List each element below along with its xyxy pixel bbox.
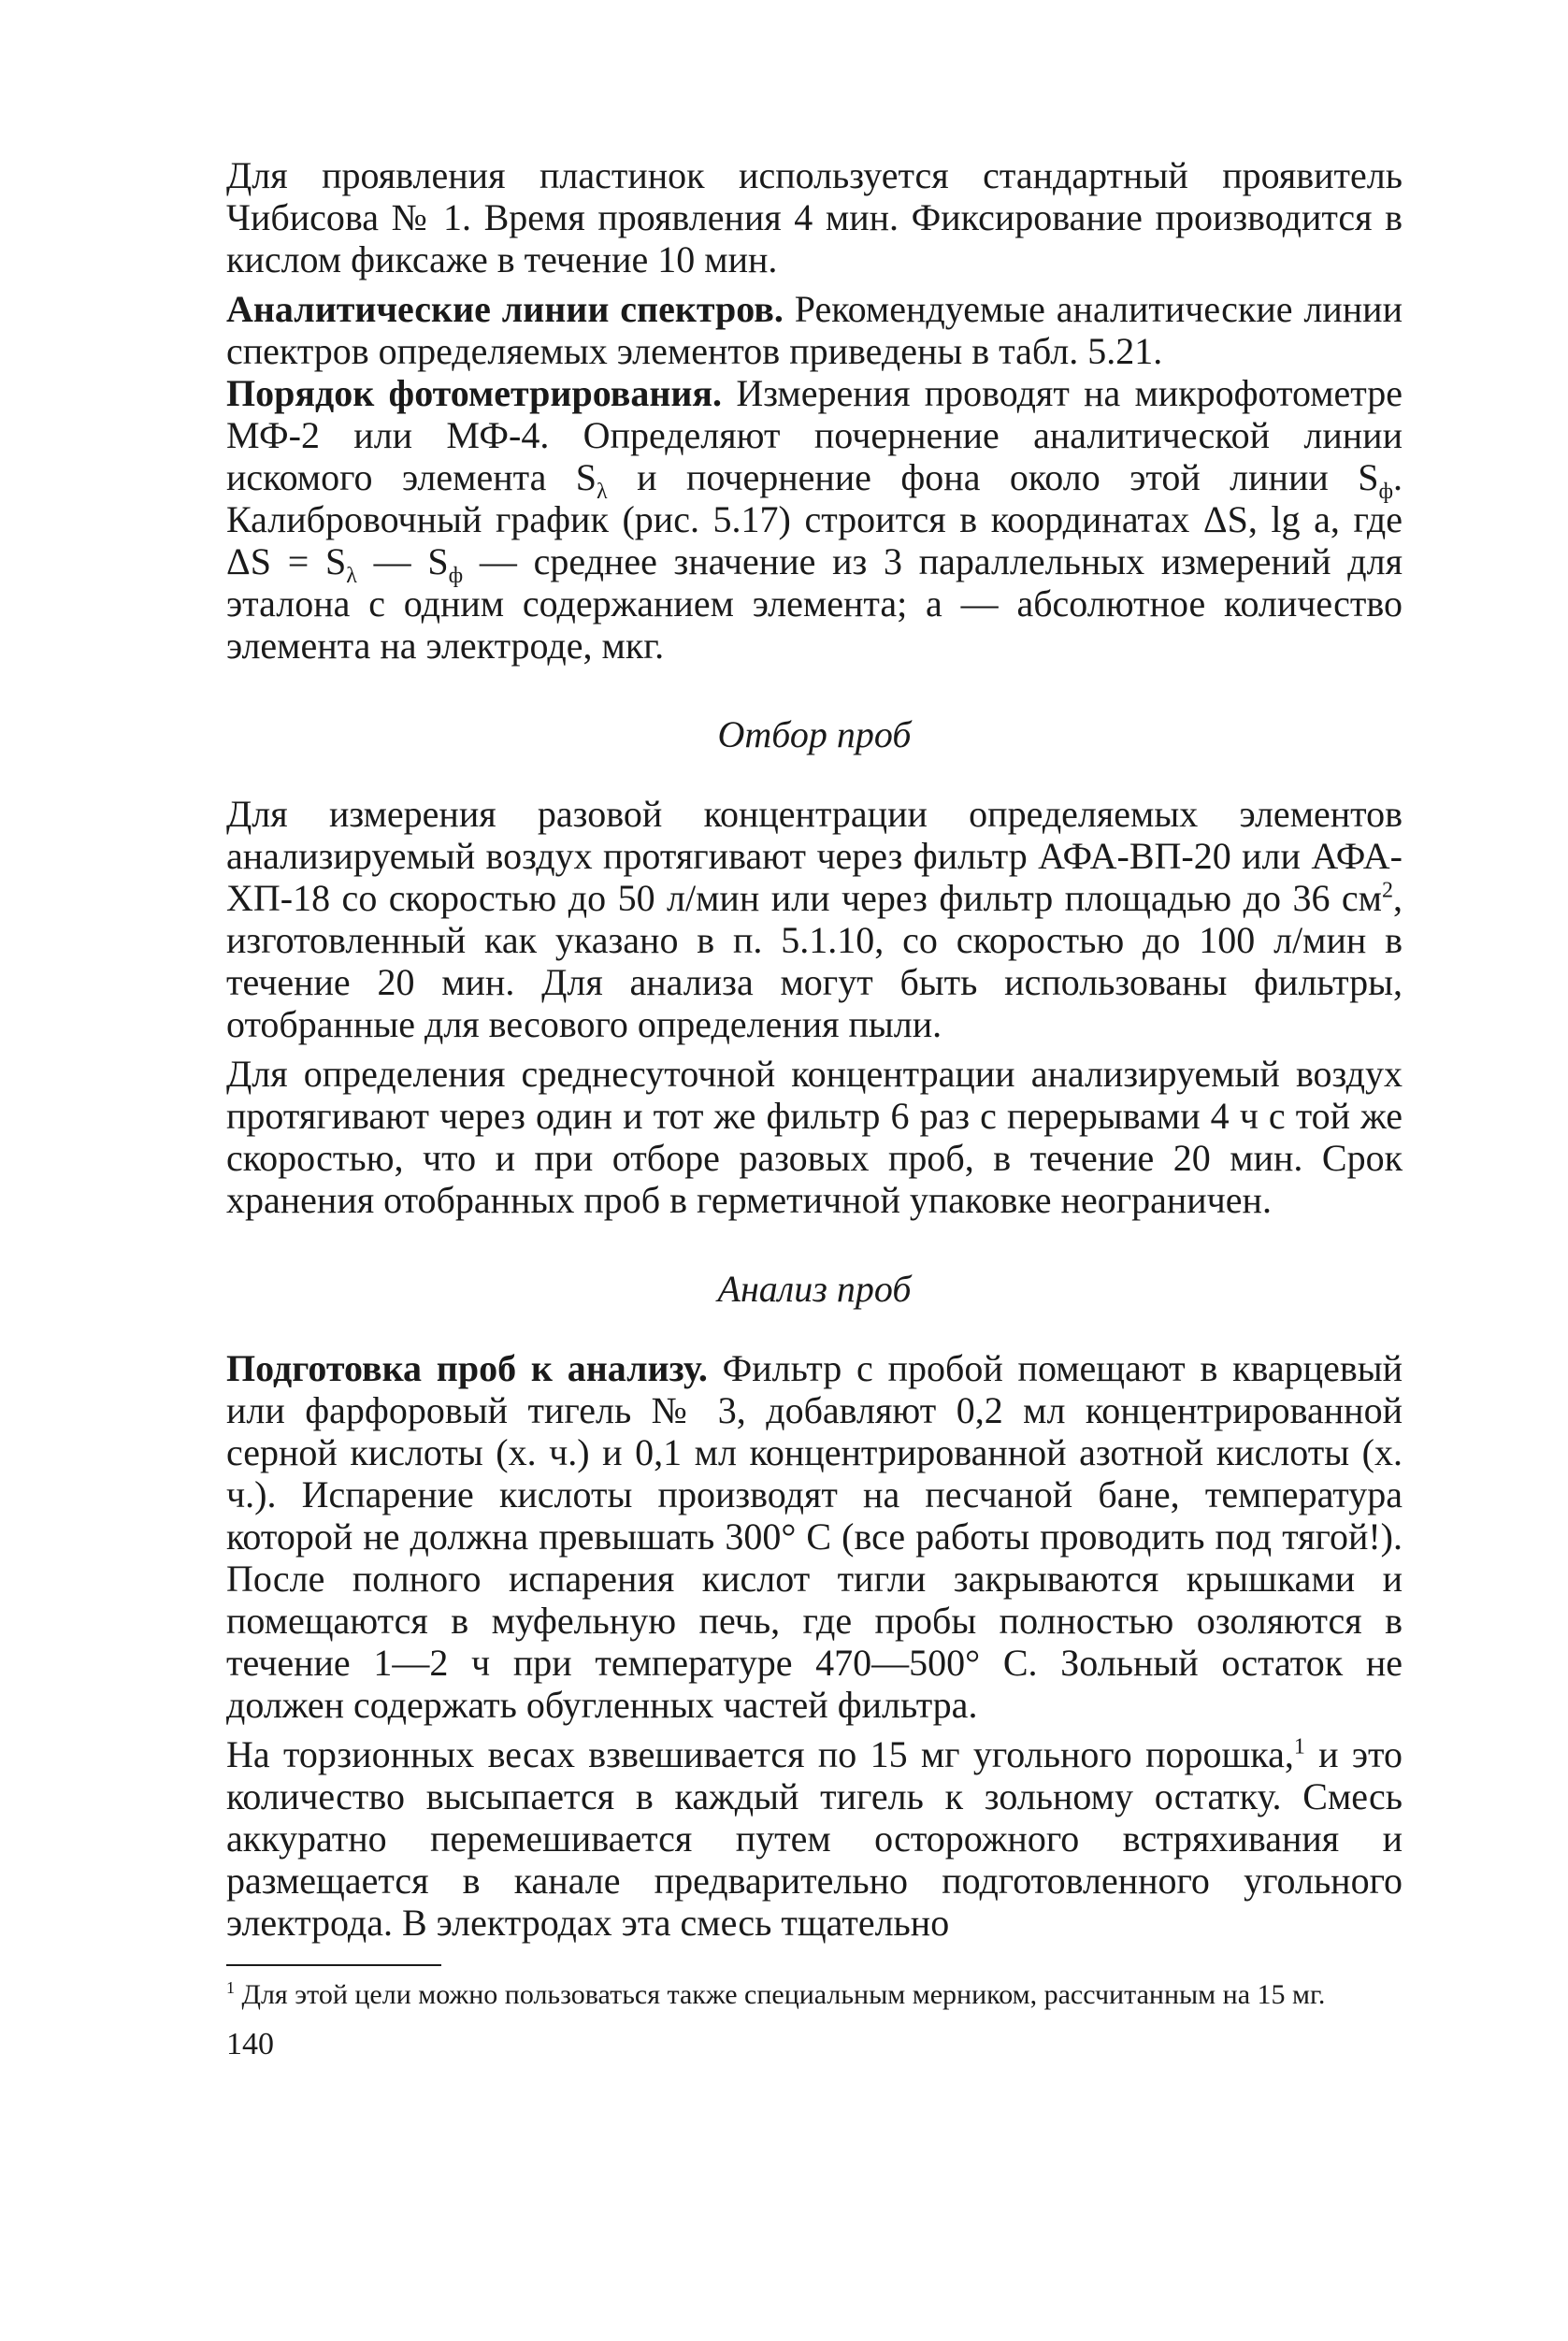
- paragraph-photometry: [226, 372, 1403, 667]
- paragraph-analytical-lines: [226, 288, 1403, 372]
- subscript: ф: [448, 564, 464, 588]
- paragraph-text: Фильтр с пробой помещают в кварцевый или фарфоровый тигель № 3, добавляют 0,2 мл концентрированной серной кислоты (х. ч.) и 0,1 мл концентрированной азотной кислоты (х. ч.). Испарение кислоты производят на песчаной бане, температура которой не должна превышать 300° С (все работы проводить под тягой!). После полного испарения кислот тигли закрываются крышками и помещаются в муфельную печь, где пробы полностью озоляются в течение 1—2 ч при температуре 470—500° С. Зольный остаток не должен содержать обугленных частей фильтра.: [226, 1347, 1403, 1726]
- page-number: 140: [226, 2027, 274, 2061]
- footnote-text: Для этой цели можно пользоваться также специальным мерником, рассчитанным на 15 мг.: [235, 1979, 1326, 2010]
- paragraph-text: , изготовленный как указано в п. 5.1.10, со скоростью до 100 л/мин в течение 20 мин. Для анализа могут быть использованы фильтры, отобранные для весового определения пыли.: [226, 877, 1403, 1045]
- paragraph-text: — среднее значение из 3 параллельных измерений для эталона с одним содержанием элемента; a — абсолютное количество элемента на электроде, мкг.: [226, 540, 1403, 667]
- section-title-sampling: Отбор проб: [717, 713, 912, 755]
- paragraph-text: — S: [356, 540, 449, 582]
- paragraph-text: и почернение фона около этой линии S: [607, 456, 1379, 498]
- paragraph-lead: Порядок фотометрирования.: [226, 372, 723, 414]
- paragraph-text: Для проявления пластинок используется стандартный проявитель Чибисова № 1. Время проявления 4 мин. Фиксирование производится в кислом фиксаже в течение 10 мин.: [226, 154, 1403, 280]
- section-title-analysis: Анализ проб: [717, 1268, 912, 1310]
- footnote-marker: 1: [226, 1978, 235, 1997]
- subscript: ф: [1378, 480, 1394, 504]
- paragraph-text: На торзионных весах взвешивается по 15 мг угольного порошка,: [226, 1733, 1294, 1775]
- paragraph-text: Измерения проводят на микрофотометре МФ-2 или МФ-4. Определяют почернение аналитической линии искомого элемента S: [226, 372, 1403, 498]
- paragraph-text: Для измерения разовой концентрации определяемых элементов анализируемый воздух протягивают через фильтр АФА-ВП-20 или АФА-ХП-18 со скоростью до 50 л/мин или через фильтр площадью до 36 см: [226, 793, 1403, 919]
- paragraph-text: и это количество высыпается в каждый тигель к зольному остатку. Смесь аккуратно перемешивается путем осторожного встряхивания и размещается в канале предварительно подготовленного угольного электрода. В электродах эта смесь тщательно: [226, 1733, 1403, 1944]
- paragraph-lead: Аналитические линии спектров.: [226, 288, 784, 330]
- subscript: λ: [346, 564, 357, 588]
- paragraph-carbon-powder: [226, 1733, 1403, 1944]
- paragraph-sample-prep: [226, 1347, 1403, 1726]
- footnote-divider: [226, 1964, 441, 1966]
- paragraph-text: . Калибровочный график (рис. 5.17) строится в координатах ΔS, lg a, где ΔS = S: [226, 456, 1403, 582]
- superscript: 2: [1382, 878, 1393, 903]
- paragraph-text: Рекомендуемые аналитические линии спектров определяемых элементов приведены в табл. 5.21.: [226, 288, 1403, 372]
- paragraph-lead: Подготовка проб к анализу.: [226, 1347, 708, 1389]
- page: [226, 154, 1403, 2063]
- paragraph-text: Для определения среднесуточной концентрации анализируемый воздух протягивают через один и тот же фильтр 6 раз с перерывами 4 ч с той же скоростью, что и при отборе разовых проб, в течение 20 мин. Срок хранения отобранных проб в герметичной упаковке неограничен.: [226, 1053, 1403, 1221]
- paragraph-sampling-daily: [226, 1053, 1403, 1221]
- paragraph-developer: [226, 154, 1403, 280]
- footnote: [226, 1977, 1403, 2013]
- paragraph-sampling-single: [226, 793, 1403, 1045]
- subscript: λ: [597, 480, 608, 504]
- footnote-ref: 1: [1293, 1734, 1305, 1759]
